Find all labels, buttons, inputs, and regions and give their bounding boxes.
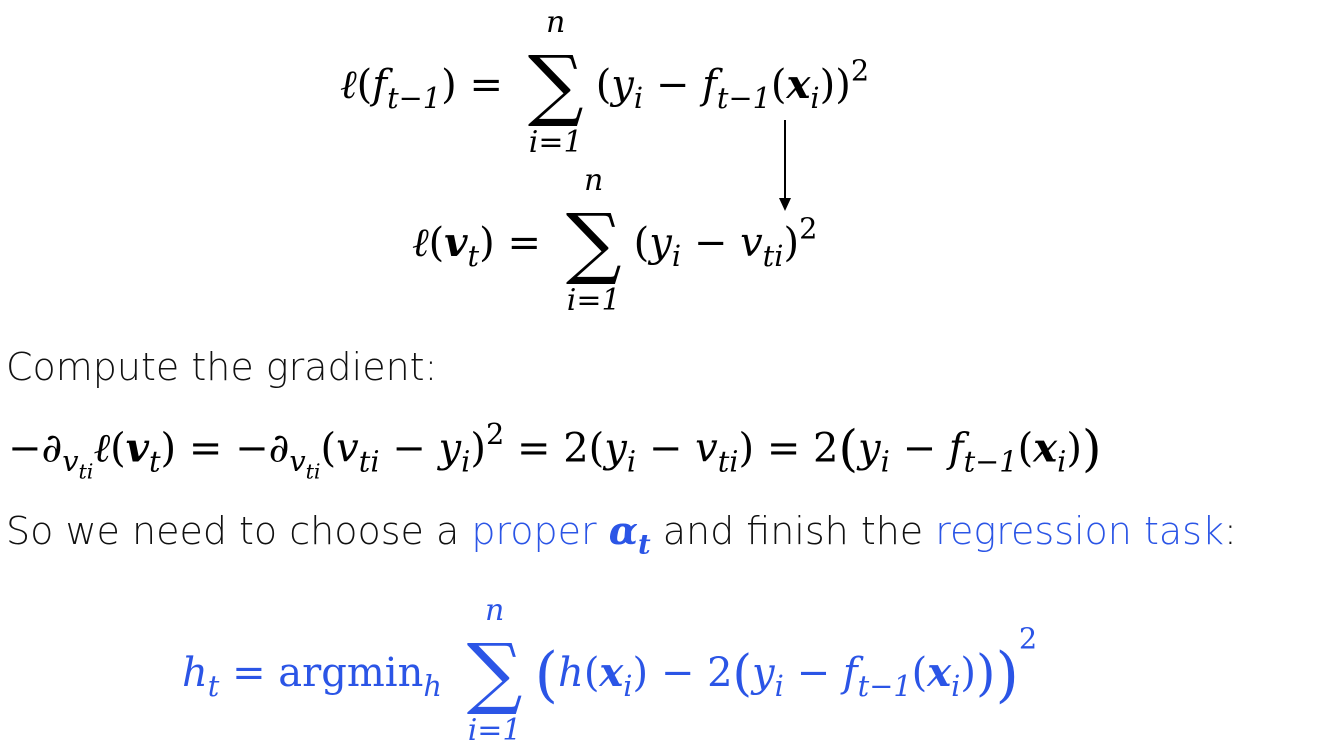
argmin-equation: $h_t = argmin_h$ n ∑ i=1 $(h(x_i) - 2(y_i - f_{t-1}(x_i)))^2$	[182, 593, 1038, 748]
ell-symbol: ℓ	[340, 62, 357, 108]
loss-equation-f: $\ell(f_{t-1})$ = n ∑ i=1 $(y_i - f_{t-1}(x_i))^2$	[340, 5, 870, 160]
compute-gradient-label: Compute the gradient:	[6, 345, 438, 389]
regression-task-link: regression task	[935, 509, 1224, 553]
summation-operator: n ∑ i=1	[565, 163, 622, 318]
gradient-equation: $-\partial_{v_{ti}}\ell(v_t) = -\partial_{v_{ti}}(v_{ti} - y_i)^2 = 2(y_i - v_{ti}) = 2(y_i - f_{t-1}(x_i))$	[8, 417, 1102, 484]
summation-operator: n ∑ i=1	[527, 5, 584, 160]
proper-alpha-link: proper	[471, 509, 609, 553]
regression-sentence: So we need to choose a proper $\alpha_t$ and finish the regression task:	[6, 508, 1237, 561]
summation-operator: n ∑ i=1	[466, 593, 523, 748]
loss-equation-v: $\ell(v_t)$ = n ∑ i=1 $(y_i - v_{ti})^2$	[412, 163, 818, 318]
